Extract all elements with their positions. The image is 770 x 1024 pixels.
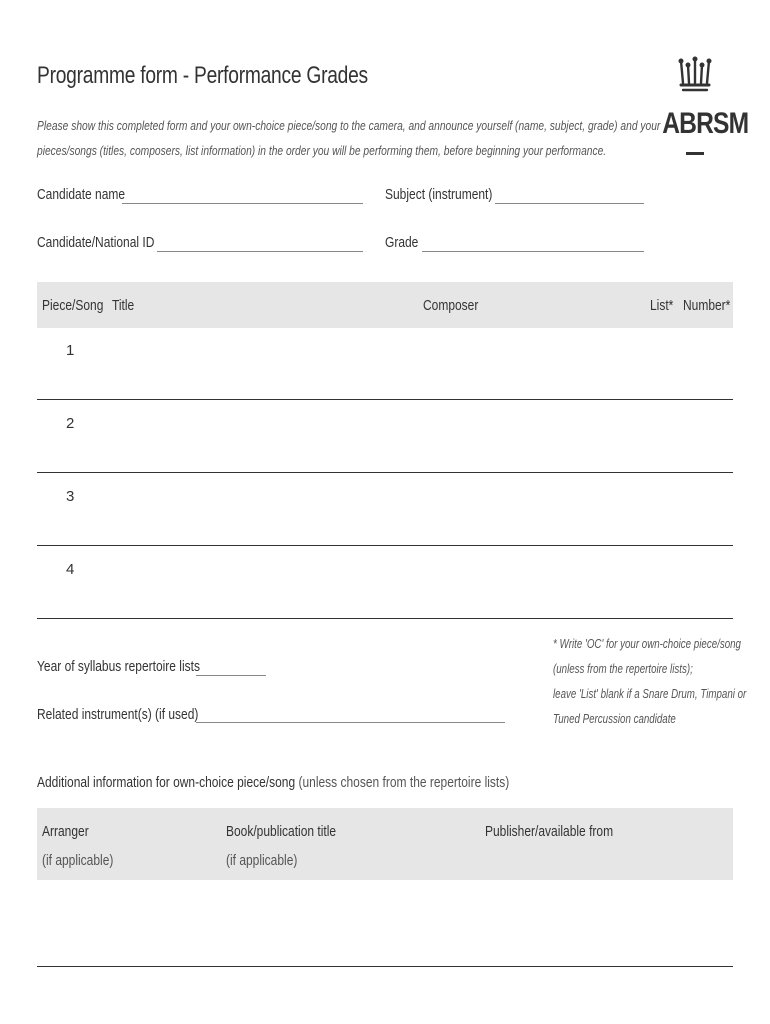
header-arranger (42, 817, 113, 875)
header-title: Title (112, 297, 135, 314)
logo-bar (686, 152, 704, 155)
candidate-id-label: Candidate/National ID (37, 234, 155, 251)
header-book (226, 817, 336, 875)
row-line-1[interactable] (37, 399, 733, 400)
grade-field[interactable] (422, 251, 644, 252)
candidate-id-field[interactable] (157, 251, 363, 252)
additional-table-header (37, 808, 733, 880)
book-label: Book/publication title (226, 823, 337, 840)
additional-info-heading (37, 774, 509, 791)
arranger-sub: (if applicable) (42, 852, 114, 869)
additional-subheading: (unless chosen from the repertoire lists) (298, 774, 510, 791)
footnote-line-1: * Write 'OC' for your own-choice piece/song (553, 637, 741, 651)
publisher-label: Publisher/available from (485, 823, 614, 840)
year-label: Year of syllabus repertoire lists (37, 658, 200, 675)
related-instrument-field[interactable] (196, 722, 505, 723)
crown-icon (675, 56, 715, 96)
row-line-3[interactable] (37, 545, 733, 546)
year-field[interactable] (196, 675, 266, 676)
row-line-4[interactable] (37, 618, 733, 619)
abrsm-logo (655, 56, 749, 160)
footnote-line-2: (unless from the repertoire lists); (553, 662, 693, 676)
header-piece: Piece/Song (42, 297, 104, 314)
footnote-line-3: leave 'List' blank if a Snare Drum, Timpani or (553, 687, 747, 701)
additional-row-line[interactable] (37, 966, 733, 967)
book-sub: (if applicable) (226, 852, 298, 869)
pieces-table-header (37, 282, 733, 328)
intro-line-1: Please show this completed form and your own-choice piece/song to the camera, and announce yourself (name, subject, grade) and your (37, 119, 661, 133)
footnote-line-4: Tuned Percussion candidate (553, 712, 676, 726)
arranger-label: Arranger (42, 823, 89, 840)
candidate-name-field[interactable] (122, 203, 363, 204)
footnote (553, 632, 747, 732)
intro-text (37, 114, 661, 164)
logo-text: ABRSM (662, 107, 749, 140)
subject-label: Subject (instrument) (385, 186, 493, 203)
row-number-4: 4 (66, 561, 75, 578)
header-composer: Composer (423, 297, 479, 314)
row-number-3: 3 (66, 488, 75, 505)
row-line-2[interactable] (37, 472, 733, 473)
row-number-1: 1 (66, 342, 75, 359)
page-title: Programme form - Performance Grades (37, 62, 368, 89)
header-list: List* (650, 297, 674, 314)
header-number: Number* (683, 297, 731, 314)
candidate-name-label: Candidate name (37, 186, 126, 203)
row-number-2: 2 (66, 415, 75, 432)
related-instrument-label: Related instrument(s) (if used) (37, 706, 199, 723)
grade-label: Grade (385, 234, 419, 251)
additional-heading-text: Additional information for own-choice piece/song (37, 774, 296, 791)
subject-field[interactable] (495, 203, 644, 204)
header-publisher (485, 817, 613, 846)
intro-line-2: pieces/songs (titles, composers, list information) in the order you will be performing them, before beginning your performance. (37, 144, 607, 158)
